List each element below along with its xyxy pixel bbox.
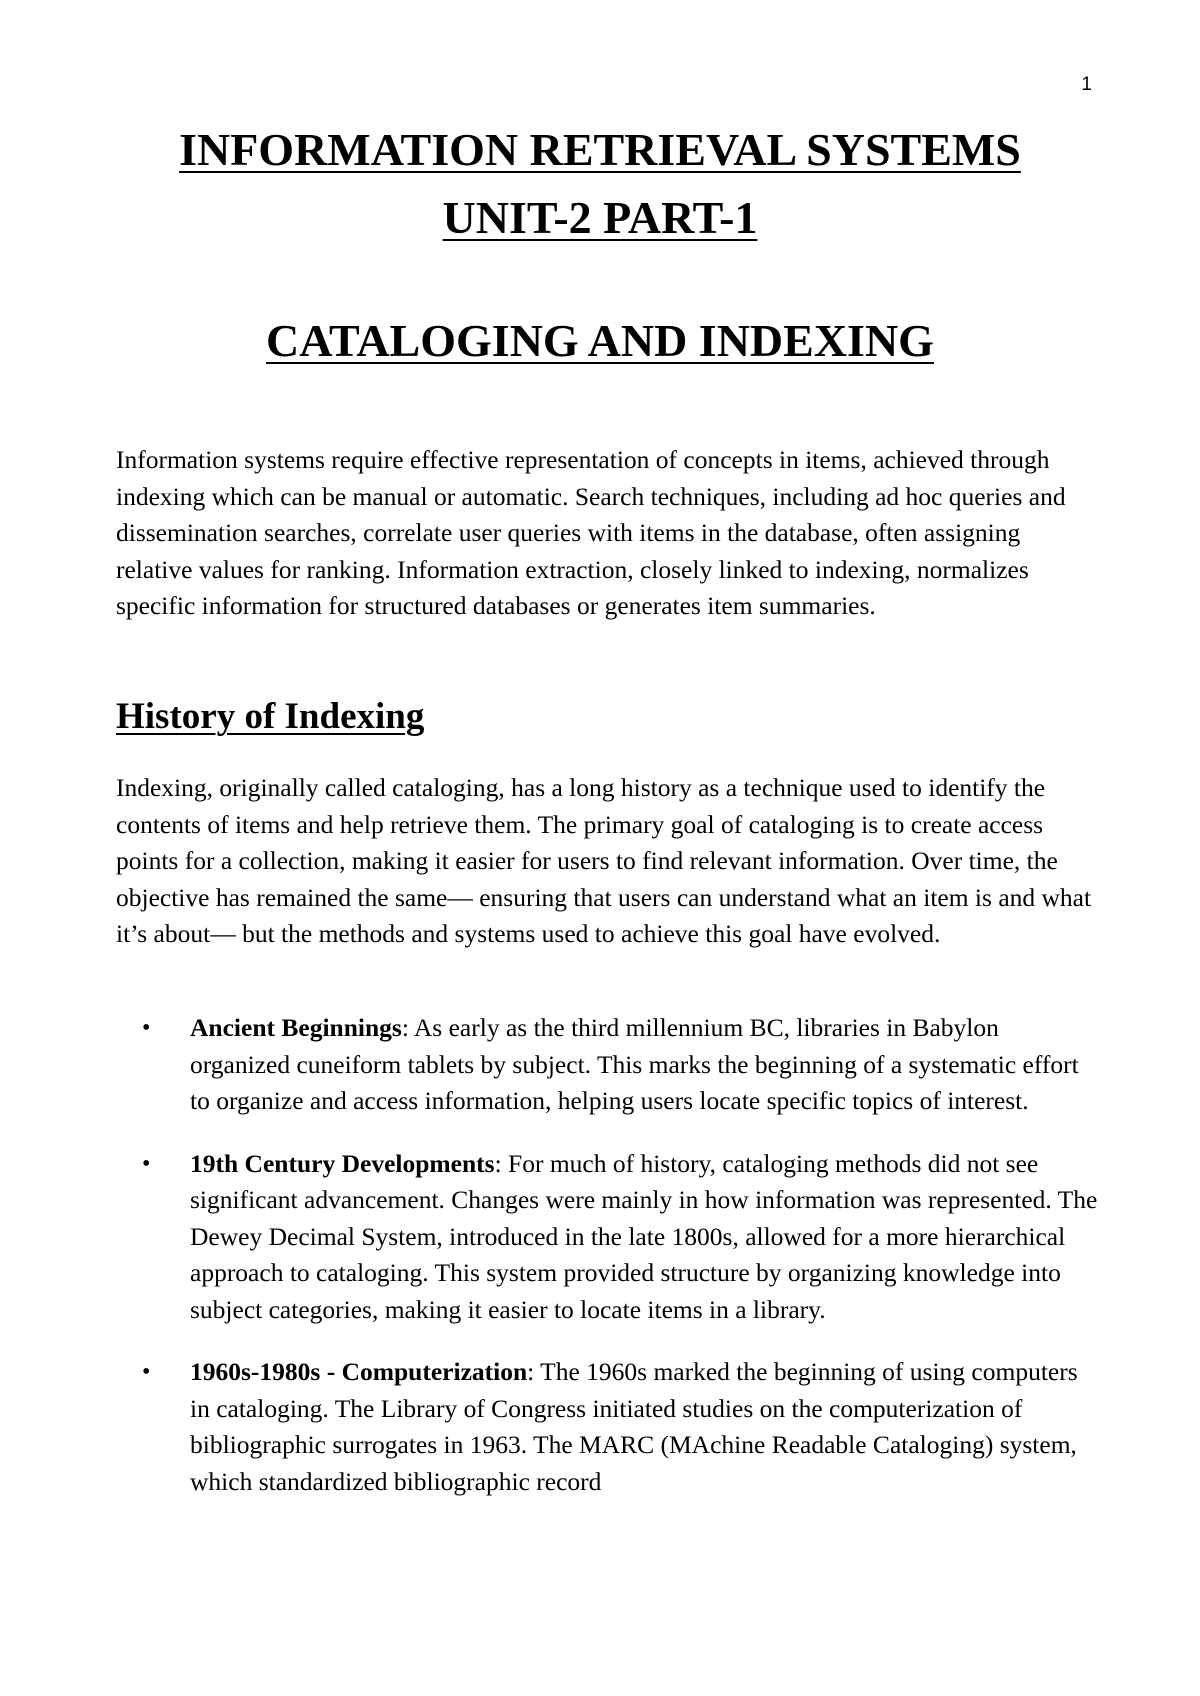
bullet-term: 1960s-1980s - Computerization — [190, 1357, 528, 1386]
bullet-text: : As early as the third millennium BC, libraries in Babylon organized cuneiform tablets by subject. This marks the beginning of a systematic effort to organize and access information, helping users locate specific topics of interest. — [190, 1013, 1079, 1115]
bullet-text: : For much of history, cataloging methods did not see significant advancement. Changes were mainly in how information was represented. The Dewey Decimal System, introduced in the late 1800s, allowed for a more hierarchical approach to cataloging. This system provided structure by organizing knowledge into subject categories, making it easier to locate items in a library. — [190, 1148, 1098, 1324]
list-item — [142, 1010, 1100, 1120]
bullet-icon: • — [142, 1150, 151, 1177]
bullet-icon: • — [142, 1015, 151, 1041]
list-item — [142, 1354, 1100, 1500]
page-number: 1 — [1081, 74, 1092, 95]
bullet-term: Ancient Beginnings — [190, 1013, 402, 1042]
bullet-text: : The 1960s marked the beginning of using computers in cataloging. The Library of Congress initiated studies on the computerization of bibliographic surrogates in 1963. The MARC (MAchine Readable Cataloging) system, which standardized bibliographic record — [190, 1357, 1078, 1496]
list-item — [142, 1146, 1100, 1329]
document-title: INFORMATION RETRIEVAL SYSTEMS — [179, 124, 1021, 175]
bullet-icon: • — [142, 1359, 151, 1385]
bullet-term: 19th Century Developments — [190, 1148, 495, 1178]
section-heading-history: History of Indexing — [116, 696, 425, 737]
unit-subtitle: UNIT-2 PART-1 — [442, 192, 758, 243]
history-paragraph: Indexing, originally called cataloging, has a long history as a technique used to identify the contents of items and help retrieve them. The primary goal of cataloging is to create access points for a collection, making it easier for users to find relevant information. Over time, the objective has remained the same— ensuring that users can understand what an item is and what it’s about— but the methods and systems used to achieve this goal have evolved. — [116, 773, 1092, 948]
topic-title: CATALOGING AND INDEXING — [266, 315, 934, 366]
history-bullet-list — [0, 1010, 1200, 1526]
intro-paragraph: Information systems require effective representation of concepts in items, achieved through indexing which can be manual or automatic. Search techniques, including ad hoc queries and dissemination searches, correlate user queries with items in the database, often assigning relative values for ranking. Information extraction, closely linked to indexing, normalizes specific information for structured databases or generates item summaries. — [116, 445, 1066, 620]
